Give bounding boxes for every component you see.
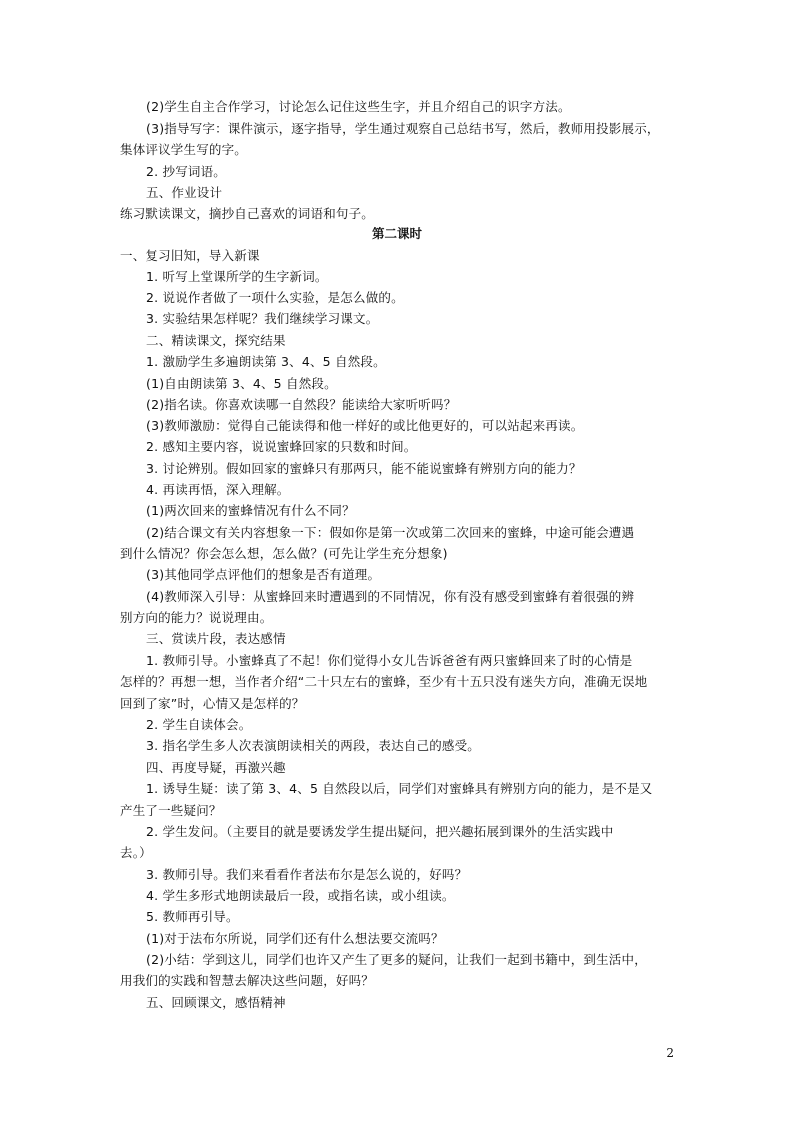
text-line-13: (1)自由朗读第 3、4、5 自然段。 <box>146 376 337 391</box>
text-line-29: 2. 学生自读体会。 <box>146 717 252 732</box>
section-heading-intensive-reading: 二、精读课文，探究结果 <box>146 333 286 348</box>
text-line-37: 4. 学生多形式地朗读最后一段，或指名读，或小组读。 <box>146 888 455 903</box>
text-line-21: 到什么情况？你会怎么想，怎么做？(可先让学生充分想象) <box>120 546 448 561</box>
text-line-22: (3)其他同学点评他们的想象是否有道理。 <box>146 567 381 582</box>
text-line-17: 3. 讨论辨别。假如回家的蜜蜂只有那两只，能不能说蜜蜂有辨别方向的能力？ <box>146 461 582 476</box>
text-line-10: 3. 实验结果怎样呢？我们继续学习课文。 <box>146 311 379 326</box>
text-line-18: 4. 再读再悟，深入理解。 <box>146 482 290 497</box>
text-line-19: (1)两次回来的蜜蜂情况有什么不同？ <box>146 503 355 518</box>
section-heading-appreciation: 三、赏读片段，表达感情 <box>146 631 286 646</box>
text-line-27: 怎样的？再想一想，当作者介绍“二十只左右的蜜蜂，至少有十五只没有迷失方向，准确无误地 <box>120 674 648 689</box>
text-line-26: 1. 教师引导。小蜜蜂真了不起！你们觉得小女儿告诉爸爸有两只蜜蜂回来了时的心情是 <box>146 653 633 668</box>
text-line-36: 3. 教师引导。我们来看看作者法布尔是怎么说的，好吗？ <box>146 867 468 882</box>
text-line-20: (2)结合课文有关内容想象一下：假如你是第一次或第二次回来的蜜蜂，中途可能会遭遇 <box>146 525 635 540</box>
text-line-8: 1. 听写上堂课所学的生字新词。 <box>146 269 328 284</box>
section-heading-questioning: 四、再度导疑，再激兴趣 <box>146 760 286 775</box>
text-line-4: 2. 抄写词语。 <box>146 164 226 179</box>
text-line-39: (1)对于法布尔所说，同学们还有什么想法要交流吗？ <box>146 931 444 946</box>
text-line-24: 别方向的能力？说说理由。 <box>120 610 273 625</box>
text-line-9: 2. 说说作者做了一项什么实验，是怎么做的。 <box>146 290 404 305</box>
text-line-33: 产生了一些疑问？ <box>120 803 222 818</box>
text-line-6: 练习默读课文，摘抄自己喜欢的词语和句子。 <box>120 206 375 221</box>
section-heading-review-spirit: 五、回顾课文，感悟精神 <box>146 995 286 1010</box>
text-line-40: (2)小结：学到这儿，同学们也许又产生了更多的疑问，让我们一起到书籍中，到生活中， <box>146 952 647 967</box>
section-heading-review: 一、复习旧知，导入新课 <box>120 248 260 263</box>
text-line-23: (4)教师深入引导：从蜜蜂回来时遭遇到的不同情况，你有没有感受到蜜蜂有着很强的辨 <box>146 589 635 604</box>
text-line-1: (2)学生自主合作学习，讨论怎么记住这些生字，并且介绍自己的识字方法。 <box>146 99 571 114</box>
page-number: 2 <box>666 1046 674 1060</box>
text-line-34: 2. 学生发问。（主要目的就是要诱发学生提出疑问，把兴趣拓展到课外的生活实践中 <box>146 824 614 839</box>
text-line-14: (2)指名读。你喜欢读哪一自然段？能读给大家听听吗？ <box>146 397 457 412</box>
text-line-35: 去。） <box>120 845 152 860</box>
section-heading-homework: 五、作业设计 <box>146 185 223 200</box>
text-line-16: 2. 感知主要内容，说说蜜蜂回家的只数和时间。 <box>146 439 417 454</box>
text-line-32: 1. 诱导生疑：读了第 3、4、5 自然段以后，同学们对蜜蜂具有辨别方向的能力，是不是又 <box>146 781 653 796</box>
text-line-38: 5. 教师再引导。 <box>146 909 239 924</box>
text-line-2: (3)指导写字：课件演示，逐字指导，学生通过观察自己总结书写，然后，教师用投影展示， <box>146 121 660 136</box>
text-line-15: (3)教师激励：觉得自己能读得和他一样好的或比他更好的，可以站起来再读。 <box>146 418 584 433</box>
text-line-30: 3. 指名学生多人次表演朗读相关的两段，表达自己的感受。 <box>146 738 481 753</box>
text-line-12: 1. 激励学生多遍朗读第 3、4、5 自然段。 <box>146 354 386 369</box>
text-line-41: 用我们的实践和智慧去解决这些问题，好吗？ <box>120 973 375 988</box>
text-line-3: 集体评议学生写的字。 <box>120 142 248 157</box>
section-title: 第二课时 <box>371 226 422 241</box>
text-line-28: 回到了家”时，心情又是怎样的？ <box>120 696 305 711</box>
